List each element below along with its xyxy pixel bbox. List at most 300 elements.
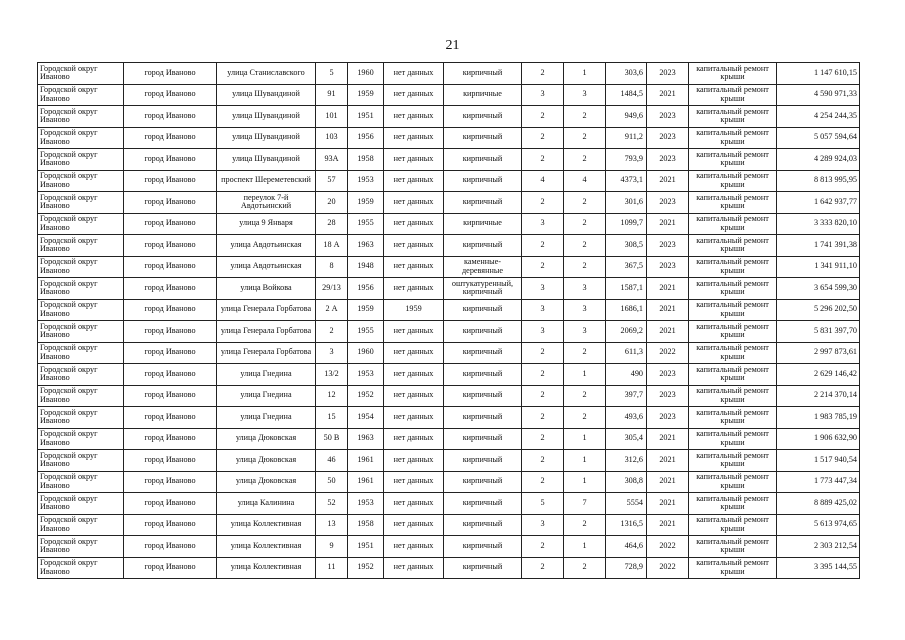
cell-street: улица Коллективная (217, 557, 316, 579)
cell-area: 464,6 (606, 536, 647, 558)
cell-area: 490 (606, 364, 647, 386)
cell-year-commissioned: 1959 (384, 299, 444, 321)
cell-repair-year: 2021 (647, 170, 689, 192)
cell-cost: 1 906 632,90 (777, 428, 860, 450)
cell-house-number: 11 (316, 557, 348, 579)
cell-work-type: капитальный ремонт крыши (689, 84, 777, 106)
cell-work-type: капитальный ремонт крыши (689, 385, 777, 407)
cell-municipality: Городской округ Иваново (38, 493, 124, 515)
cell-repair-year: 2023 (647, 127, 689, 149)
cell-settlement: город Иваново (124, 149, 217, 171)
cell-cost: 1 517 940,54 (777, 450, 860, 472)
cell-house-number: 29/13 (316, 278, 348, 300)
cell-entrances: 2 (564, 235, 606, 257)
cell-repair-year: 2021 (647, 84, 689, 106)
cell-municipality: Городской округ Иваново (38, 536, 124, 558)
cell-work-type: капитальный ремонт крыши (689, 149, 777, 171)
cell-area: 1484,5 (606, 84, 647, 106)
cell-work-type: капитальный ремонт крыши (689, 471, 777, 493)
cell-entrances: 3 (564, 321, 606, 343)
cell-cost: 5 057 594,64 (777, 127, 860, 149)
cell-street: улица Дюковская (217, 428, 316, 450)
cell-year-built: 1952 (348, 557, 384, 579)
cell-settlement: город Иваново (124, 63, 217, 85)
table-row (38, 342, 860, 364)
cell-year-commissioned: нет данных (384, 493, 444, 515)
cell-work-type: капитальный ремонт крыши (689, 170, 777, 192)
cell-year-commissioned: нет данных (384, 428, 444, 450)
cell-floors: 2 (522, 192, 564, 214)
cell-cost: 1 741 391,38 (777, 235, 860, 257)
cell-municipality: Городской округ Иваново (38, 557, 124, 579)
cell-entrances: 1 (564, 428, 606, 450)
table-row (38, 63, 860, 85)
cell-street: улица Войкова (217, 278, 316, 300)
cell-wall-material: кирпичный (444, 342, 522, 364)
cell-work-type: капитальный ремонт крыши (689, 364, 777, 386)
cell-municipality: Городской округ Иваново (38, 213, 124, 235)
cell-municipality: Городской округ Иваново (38, 385, 124, 407)
cell-house-number: 2 А (316, 299, 348, 321)
cell-work-type: капитальный ремонт крыши (689, 213, 777, 235)
cell-floors: 2 (522, 106, 564, 128)
cell-entrances: 3 (564, 84, 606, 106)
cell-year-built: 1953 (348, 170, 384, 192)
cell-area: 367,5 (606, 256, 647, 278)
cell-work-type: капитальный ремонт крыши (689, 342, 777, 364)
cell-street: улица Авдотьинская (217, 256, 316, 278)
cell-year-commissioned: нет данных (384, 63, 444, 85)
cell-year-built: 1959 (348, 84, 384, 106)
cell-cost: 1 642 937,77 (777, 192, 860, 214)
cell-work-type: капитальный ремонт крыши (689, 235, 777, 257)
table-row (38, 493, 860, 515)
cell-street: улица Станиславского (217, 63, 316, 85)
cell-year-built: 1961 (348, 450, 384, 472)
cell-street: улица Генерала Горбатова (217, 321, 316, 343)
cell-area: 301,6 (606, 192, 647, 214)
cell-wall-material: кирпичный (444, 321, 522, 343)
cell-wall-material: кирпичный (444, 471, 522, 493)
cell-floors: 2 (522, 63, 564, 85)
cell-year-commissioned: нет данных (384, 321, 444, 343)
cell-wall-material: кирпичный (444, 514, 522, 536)
cell-floors: 2 (522, 450, 564, 472)
cell-work-type: капитальный ремонт крыши (689, 278, 777, 300)
cell-year-built: 1956 (348, 278, 384, 300)
cell-entrances: 2 (564, 342, 606, 364)
cell-municipality: Городской округ Иваново (38, 170, 124, 192)
cell-entrances: 1 (564, 471, 606, 493)
cell-municipality: Городской округ Иваново (38, 256, 124, 278)
table-row (38, 321, 860, 343)
cell-house-number: 18 А (316, 235, 348, 257)
cell-entrances: 7 (564, 493, 606, 515)
table-row (38, 192, 860, 214)
cell-municipality: Городской округ Иваново (38, 192, 124, 214)
cell-cost: 3 654 599,30 (777, 278, 860, 300)
cell-area: 728,9 (606, 557, 647, 579)
cell-entrances: 2 (564, 407, 606, 429)
cell-wall-material: кирпичный (444, 428, 522, 450)
cell-street: улица Генерала Горбатова (217, 342, 316, 364)
cell-settlement: город Иваново (124, 514, 217, 536)
cell-year-built: 1958 (348, 514, 384, 536)
cell-cost: 5 296 202,50 (777, 299, 860, 321)
cell-house-number: 52 (316, 493, 348, 515)
cell-settlement: город Иваново (124, 127, 217, 149)
cell-settlement: город Иваново (124, 235, 217, 257)
cell-municipality: Городской округ Иваново (38, 106, 124, 128)
table-row (38, 450, 860, 472)
cell-area: 1099,7 (606, 213, 647, 235)
table-row (38, 106, 860, 128)
cell-year-commissioned: нет данных (384, 278, 444, 300)
cell-floors: 2 (522, 407, 564, 429)
cell-house-number: 15 (316, 407, 348, 429)
cell-repair-year: 2023 (647, 364, 689, 386)
cell-house-number: 46 (316, 450, 348, 472)
cell-year-built: 1951 (348, 536, 384, 558)
cell-entrances: 2 (564, 557, 606, 579)
cell-municipality: Городской округ Иваново (38, 299, 124, 321)
cell-year-commissioned: нет данных (384, 364, 444, 386)
cell-year-built: 1958 (348, 149, 384, 171)
table-row (38, 385, 860, 407)
cell-street: переулок 7-й Авдотьинский (217, 192, 316, 214)
cell-entrances: 2 (564, 149, 606, 171)
cell-house-number: 12 (316, 385, 348, 407)
cell-repair-year: 2023 (647, 407, 689, 429)
cell-year-built: 1955 (348, 213, 384, 235)
table-row (38, 471, 860, 493)
cell-year-built: 1961 (348, 471, 384, 493)
table-row (38, 407, 860, 429)
cell-year-built: 1959 (348, 299, 384, 321)
cell-settlement: город Иваново (124, 84, 217, 106)
cell-wall-material: кирпичный (444, 385, 522, 407)
cell-area: 949,6 (606, 106, 647, 128)
cell-settlement: город Иваново (124, 536, 217, 558)
cell-cost: 4 254 244,35 (777, 106, 860, 128)
cell-street: улица Генерала Горбатова (217, 299, 316, 321)
cell-area: 397,7 (606, 385, 647, 407)
cell-municipality: Городской округ Иваново (38, 235, 124, 257)
cell-settlement: город Иваново (124, 256, 217, 278)
cell-floors: 2 (522, 235, 564, 257)
cell-work-type: капитальный ремонт крыши (689, 106, 777, 128)
cell-year-built: 1951 (348, 106, 384, 128)
cell-floors: 3 (522, 278, 564, 300)
cell-repair-year: 2021 (647, 428, 689, 450)
cell-settlement: город Иваново (124, 471, 217, 493)
table-row (38, 299, 860, 321)
cell-work-type: капитальный ремонт крыши (689, 63, 777, 85)
cell-settlement: город Иваново (124, 342, 217, 364)
table-row (38, 278, 860, 300)
cell-wall-material: кирпичный (444, 299, 522, 321)
cell-cost: 5 613 974,65 (777, 514, 860, 536)
cell-year-commissioned: нет данных (384, 407, 444, 429)
cell-repair-year: 2022 (647, 342, 689, 364)
table-row (38, 256, 860, 278)
cell-house-number: 28 (316, 213, 348, 235)
table-row (38, 364, 860, 386)
cell-house-number: 20 (316, 192, 348, 214)
cell-entrances: 2 (564, 514, 606, 536)
cell-area: 303,6 (606, 63, 647, 85)
cell-area: 793,9 (606, 149, 647, 171)
cell-repair-year: 2022 (647, 536, 689, 558)
cell-entrances: 3 (564, 278, 606, 300)
cell-work-type: капитальный ремонт крыши (689, 557, 777, 579)
cell-entrances: 2 (564, 256, 606, 278)
cell-entrances: 2 (564, 127, 606, 149)
cell-work-type: капитальный ремонт крыши (689, 256, 777, 278)
cell-wall-material: кирпичный (444, 63, 522, 85)
cell-settlement: город Иваново (124, 321, 217, 343)
cell-work-type: капитальный ремонт крыши (689, 536, 777, 558)
cell-house-number: 2 (316, 321, 348, 343)
cell-floors: 3 (522, 514, 564, 536)
cell-settlement: город Иваново (124, 192, 217, 214)
cell-year-built: 1948 (348, 256, 384, 278)
cell-work-type: капитальный ремонт крыши (689, 428, 777, 450)
cell-year-built: 1960 (348, 63, 384, 85)
cell-house-number: 101 (316, 106, 348, 128)
cell-repair-year: 2023 (647, 256, 689, 278)
cell-repair-year: 2023 (647, 106, 689, 128)
cell-house-number: 8 (316, 256, 348, 278)
cell-municipality: Городской округ Иваново (38, 364, 124, 386)
cell-repair-year: 2023 (647, 192, 689, 214)
cell-street: улица Коллективная (217, 536, 316, 558)
cell-floors: 2 (522, 557, 564, 579)
cell-floors: 2 (522, 256, 564, 278)
cell-floors: 3 (522, 321, 564, 343)
cell-work-type: капитальный ремонт крыши (689, 450, 777, 472)
cell-entrances: 1 (564, 450, 606, 472)
cell-wall-material: кирпичный (444, 170, 522, 192)
cell-street: улица Шувандиной (217, 127, 316, 149)
cell-cost: 4 590 971,33 (777, 84, 860, 106)
cell-area: 4373,1 (606, 170, 647, 192)
cell-repair-year: 2021 (647, 299, 689, 321)
cell-entrances: 1 (564, 364, 606, 386)
cell-house-number: 13/2 (316, 364, 348, 386)
cell-cost: 2 214 370,14 (777, 385, 860, 407)
cell-floors: 3 (522, 84, 564, 106)
cell-year-commissioned: нет данных (384, 149, 444, 171)
cell-year-commissioned: нет данных (384, 170, 444, 192)
cell-entrances: 3 (564, 299, 606, 321)
cell-work-type: капитальный ремонт крыши (689, 299, 777, 321)
cell-house-number: 103 (316, 127, 348, 149)
cell-work-type: капитальный ремонт крыши (689, 514, 777, 536)
cell-municipality: Городской округ Иваново (38, 342, 124, 364)
cell-municipality: Городской округ Иваново (38, 407, 124, 429)
cell-floors: 2 (522, 127, 564, 149)
cell-work-type: капитальный ремонт крыши (689, 321, 777, 343)
cell-street: улица Гнедина (217, 385, 316, 407)
cell-year-built: 1959 (348, 192, 384, 214)
cell-house-number: 5 (316, 63, 348, 85)
cell-wall-material: кирпичный (444, 536, 522, 558)
cell-year-commissioned: нет данных (384, 514, 444, 536)
cell-floors: 2 (522, 342, 564, 364)
cell-area: 911,2 (606, 127, 647, 149)
cell-street: улица Гнедина (217, 407, 316, 429)
cell-repair-year: 2023 (647, 235, 689, 257)
table-body (38, 63, 860, 579)
cell-area: 493,6 (606, 407, 647, 429)
table-row (38, 170, 860, 192)
cell-municipality: Городской округ Иваново (38, 428, 124, 450)
cell-year-built: 1952 (348, 385, 384, 407)
cell-year-built: 1963 (348, 428, 384, 450)
cell-floors: 3 (522, 213, 564, 235)
cell-repair-year: 2023 (647, 385, 689, 407)
table-row (38, 428, 860, 450)
cell-repair-year: 2021 (647, 321, 689, 343)
cell-cost: 2 303 212,54 (777, 536, 860, 558)
cell-wall-material: кирпичные (444, 213, 522, 235)
table-row (38, 84, 860, 106)
cell-floors: 2 (522, 536, 564, 558)
cell-street: улица Авдотьинская (217, 235, 316, 257)
cell-year-commissioned: нет данных (384, 192, 444, 214)
cell-wall-material: кирпичный (444, 106, 522, 128)
cell-floors: 5 (522, 493, 564, 515)
cell-area: 5554 (606, 493, 647, 515)
cell-year-commissioned: нет данных (384, 450, 444, 472)
cell-year-commissioned: нет данных (384, 557, 444, 579)
cell-entrances: 2 (564, 192, 606, 214)
cell-floors: 2 (522, 471, 564, 493)
cell-municipality: Городской округ Иваново (38, 278, 124, 300)
cell-settlement: город Иваново (124, 106, 217, 128)
cell-municipality: Городской округ Иваново (38, 149, 124, 171)
cell-settlement: город Иваново (124, 557, 217, 579)
cell-year-built: 1960 (348, 342, 384, 364)
cell-area: 308,5 (606, 235, 647, 257)
table-row (38, 514, 860, 536)
cell-wall-material: каменные-деревянные (444, 256, 522, 278)
cell-settlement: город Иваново (124, 278, 217, 300)
cell-work-type: капитальный ремонт крыши (689, 127, 777, 149)
cell-street: улица Гнедина (217, 364, 316, 386)
cell-year-commissioned: нет данных (384, 84, 444, 106)
cell-house-number: 50 (316, 471, 348, 493)
cell-year-commissioned: нет данных (384, 106, 444, 128)
cell-cost: 1 983 785,19 (777, 407, 860, 429)
cell-street: улица Калинина (217, 493, 316, 515)
cell-settlement: город Иваново (124, 450, 217, 472)
page-number: 21 (445, 38, 460, 53)
cell-work-type: капитальный ремонт крыши (689, 493, 777, 515)
cell-cost: 5 831 397,70 (777, 321, 860, 343)
cell-house-number: 57 (316, 170, 348, 192)
cell-repair-year: 2021 (647, 278, 689, 300)
cell-street: улица Дюковская (217, 450, 316, 472)
data-table (37, 62, 860, 579)
cell-year-commissioned: нет данных (384, 127, 444, 149)
table-row (38, 127, 860, 149)
cell-settlement: город Иваново (124, 385, 217, 407)
cell-year-built: 1953 (348, 493, 384, 515)
cell-year-built: 1955 (348, 321, 384, 343)
cell-street: улица Шувандиной (217, 149, 316, 171)
cell-cost: 1 773 447,34 (777, 471, 860, 493)
cell-house-number: 9 (316, 536, 348, 558)
cell-year-commissioned: нет данных (384, 213, 444, 235)
cell-house-number: 3 (316, 342, 348, 364)
cell-area: 611,3 (606, 342, 647, 364)
cell-floors: 4 (522, 170, 564, 192)
cell-cost: 1 341 911,10 (777, 256, 860, 278)
cell-settlement: город Иваново (124, 170, 217, 192)
cell-street: улица 9 Января (217, 213, 316, 235)
table-row (38, 213, 860, 235)
cell-municipality: Городской округ Иваново (38, 450, 124, 472)
cell-entrances: 2 (564, 213, 606, 235)
cell-wall-material: кирпичный (444, 127, 522, 149)
cell-wall-material: кирпичный (444, 149, 522, 171)
cell-settlement: город Иваново (124, 493, 217, 515)
cell-house-number: 50 В (316, 428, 348, 450)
cell-area: 312,6 (606, 450, 647, 472)
cell-cost: 3 395 144,55 (777, 557, 860, 579)
cell-year-commissioned: нет данных (384, 385, 444, 407)
cell-area: 1686,1 (606, 299, 647, 321)
cell-house-number: 91 (316, 84, 348, 106)
cell-house-number: 13 (316, 514, 348, 536)
cell-municipality: Городской округ Иваново (38, 127, 124, 149)
cell-cost: 8 889 425,02 (777, 493, 860, 515)
cell-year-built: 1953 (348, 364, 384, 386)
cell-street: улица Коллективная (217, 514, 316, 536)
cell-street: проспект Шереметевский (217, 170, 316, 192)
cell-municipality: Городской округ Иваново (38, 321, 124, 343)
cell-entrances: 4 (564, 170, 606, 192)
cell-year-commissioned: нет данных (384, 256, 444, 278)
cell-entrances: 1 (564, 63, 606, 85)
cell-entrances: 2 (564, 106, 606, 128)
cell-wall-material: кирпичный (444, 407, 522, 429)
cell-wall-material: кирпичный (444, 450, 522, 472)
cell-settlement: город Иваново (124, 213, 217, 235)
cell-floors: 2 (522, 149, 564, 171)
cell-year-built: 1963 (348, 235, 384, 257)
cell-cost: 2 629 146,42 (777, 364, 860, 386)
cell-year-commissioned: нет данных (384, 342, 444, 364)
cell-area: 1316,5 (606, 514, 647, 536)
cell-wall-material: оштукатуренный, кирпичный (444, 278, 522, 300)
cell-wall-material: кирпичный (444, 557, 522, 579)
cell-municipality: Городской округ Иваново (38, 63, 124, 85)
cell-settlement: город Иваново (124, 299, 217, 321)
cell-floors: 3 (522, 299, 564, 321)
table-row (38, 536, 860, 558)
cell-repair-year: 2023 (647, 63, 689, 85)
cell-entrances: 2 (564, 385, 606, 407)
cell-floors: 2 (522, 385, 564, 407)
cell-repair-year: 2023 (647, 149, 689, 171)
table-row (38, 235, 860, 257)
cell-cost: 4 289 924,03 (777, 149, 860, 171)
cell-cost: 2 997 873,61 (777, 342, 860, 364)
cell-wall-material: кирпичный (444, 235, 522, 257)
